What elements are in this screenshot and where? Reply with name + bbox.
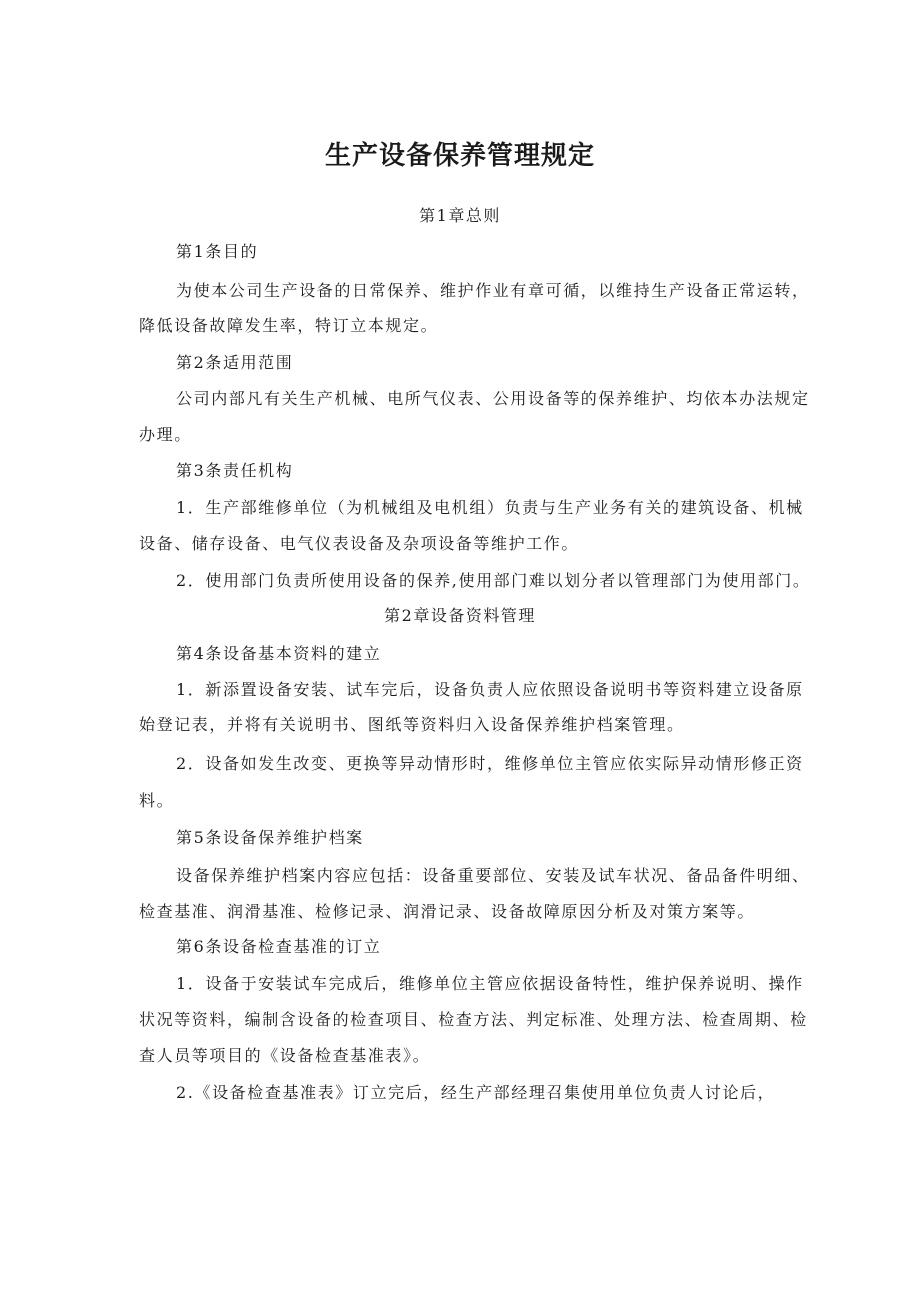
article-3-item-1: 设备、储存设备、电气仪表设备及杂项设备等维护工作。 [139, 534, 580, 553]
article-3-item-2: 2．使用部门负责所使用设备的保养,使用部门难以划分者以管理部门为使用部门。 [176, 571, 811, 590]
article-1-text: 降低设备故障发生率，特订立本规定。 [139, 316, 439, 335]
article-6-item-1: 查人员等项目的《设备检查基准表》。 [139, 1046, 431, 1065]
article-1-text: 为使本公司生产设备的日常保养、维护作业有章可循，以维持生产设备正常运转， [176, 281, 810, 300]
article-5-text: 检查基准、润滑基准、检修记录、润滑记录、设备故障原因分析及对策方案等。 [139, 902, 756, 921]
article-4-heading: 第4条设备基本资料的建立 [176, 644, 382, 663]
article-2-text: 办理。 [139, 425, 192, 444]
article-6-item-1: 1．设备于安装试车完成后，维修单位主管应依据设备特性，维护保养说明、操作 [176, 974, 804, 993]
article-6-item-2: 2.《设备检查基准表》订立完后，经生产部经理召集使用单位负责人讨论后， [176, 1083, 776, 1102]
article-3-heading: 第3条责任机构 [176, 461, 294, 480]
article-4-item-2: 料。 [139, 791, 175, 810]
article-4-item-1: 始登记表，并将有关说明书、图纸等资料归入设备保养维护档案管理。 [139, 715, 685, 734]
chapter-2-heading: 第2章设备资料管理 [384, 606, 536, 625]
article-4-item-1: 1．新添置设备安装、试车完后，设备负责人应依照设备说明书等资料建立设备原 [176, 680, 804, 699]
document-title: 生产设备保养管理规定 [324, 141, 595, 171]
article-1-heading: 第1条目的 [176, 242, 259, 261]
chapter-1-heading: 第1章总则 [419, 206, 501, 225]
article-6-heading: 第6条设备检查基准的订立 [176, 937, 382, 956]
article-5-heading: 第5条设备保养维护档案 [176, 828, 364, 847]
article-6-item-1: 状况等资料，编制含设备的检查项目、检查方法、判定标准、处理方法、检查周期、检 [139, 1010, 808, 1029]
article-5-text: 设备保养维护档案内容应包括：设备重要部位、安装及试车状况、备品备件明细、 [176, 866, 810, 885]
article-2-heading: 第2条适用范围 [176, 353, 294, 372]
article-2-text: 公司内部凡有关生产机械、电所气仪表、公用设备等的保养维护、均依本办法规定 [176, 389, 810, 408]
article-4-item-2: 2．设备如发生改变、更换等异动情形时，维修单位主管应依实际异动情形修正资 [176, 754, 804, 773]
article-3-item-1: 1．生产部维修单位（为机械组及电机组）负责与生产业务有关的建筑设备、机械 [176, 498, 804, 517]
